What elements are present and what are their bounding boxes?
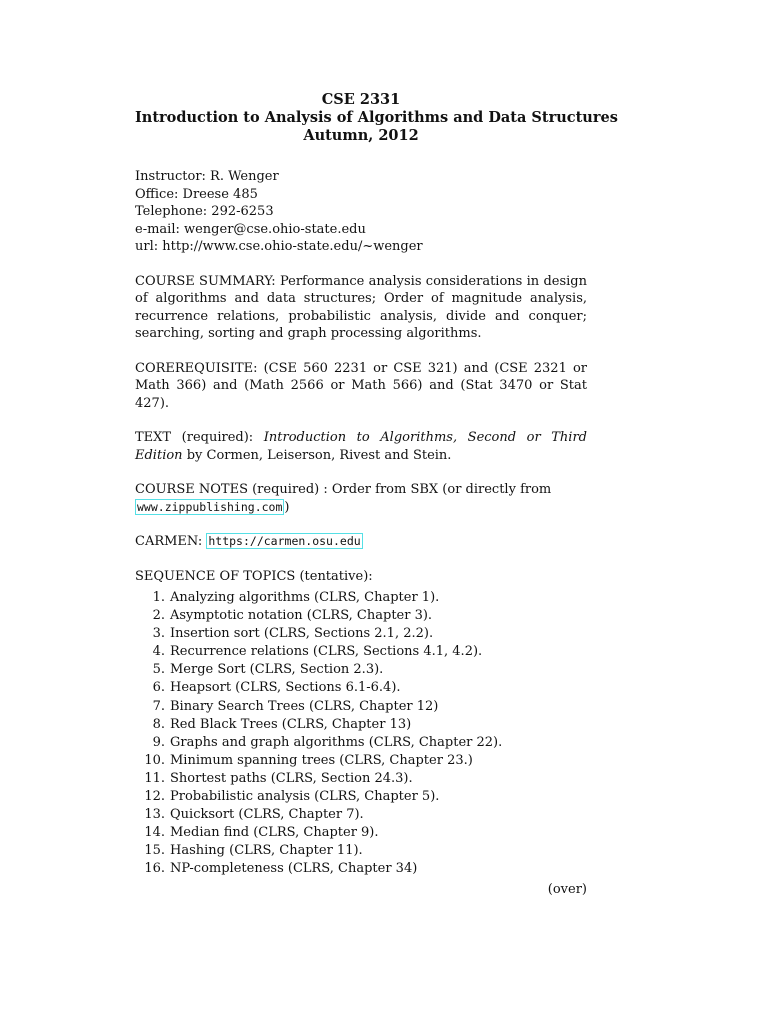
list-item-text: Graphs and graph algorithms (CLRS, Chapter 22). — [170, 734, 503, 750]
corequisite — [135, 360, 587, 413]
course-code: CSE 2331 — [321, 91, 401, 108]
list-item-number: 12. — [144, 789, 165, 805]
list-item — [135, 788, 587, 806]
course-title: Introduction to Analysis of Algorithms and Data Structures — [135, 109, 618, 126]
title-block — [135, 91, 618, 145]
course-notes — [135, 481, 587, 516]
list-item-text: Minimum spanning trees (CLRS, Chapter 23.) — [170, 752, 473, 768]
list-item-number: 9. — [152, 734, 165, 750]
list-item-text: Hashing (CLRS, Chapter 11). — [170, 843, 363, 859]
corequisite-label: COREREQUISITE: — [135, 360, 258, 376]
textbook-by: by — [186, 447, 203, 463]
list-item-number: 4. — [152, 644, 165, 660]
list-item-text: Asymptotic notation (CLRS, Chapter 3). — [170, 608, 433, 624]
telephone-line: Telephone: 292-6253 — [135, 204, 274, 219]
email-line: e-mail: wenger@cse.ohio-state.edu — [135, 221, 366, 237]
list-item-number: 13. — [144, 807, 165, 823]
course-notes-text: Order from SBX (or directly from — [331, 482, 552, 497]
list-item — [135, 842, 587, 860]
list-item-text: Quicksort (CLRS, Chapter 7). — [170, 807, 364, 823]
list-item-text: Insertion sort (CLRS, Sections 2.1, 2.2). — [170, 626, 434, 642]
topics-heading: SEQUENCE OF TOPICS (tentative): — [135, 568, 373, 584]
carmen-link[interactable]: https://carmen.osu.edu — [208, 534, 361, 548]
textbook-title: Introduction to Algorithms, Second or Third Edition — [135, 430, 588, 463]
course-term: Autumn, 2012 — [303, 127, 419, 144]
list-item-number: 1. — [152, 590, 165, 605]
list-item — [135, 625, 587, 643]
list-item-text: Merge Sort (CLRS, Section 2.3). — [170, 662, 384, 678]
course-summary-label: COURSE SUMMARY: — [135, 273, 276, 289]
list-item — [135, 752, 587, 770]
list-item — [135, 698, 587, 716]
textbook — [135, 429, 587, 464]
list-item-text: Probabilistic analysis (CLRS, Chapter 5). — [170, 789, 440, 805]
list-item-number: 10. — [144, 752, 165, 768]
list-item-number: 16. — [144, 861, 165, 877]
list-item-number: 2. — [152, 608, 165, 624]
list-item-text: Analyzing algorithms (CLRS, Chapter 1). — [170, 590, 440, 605]
corequisite-text: (CSE 560 2231 or CSE 321) and (CSE 2321 or Math 366) and (Math 2566 or Math 566) and (Stat 3470 or Stat 427). — [135, 360, 587, 411]
textbook-authors: Cormen, Leiserson, Rivest and Stein. — [206, 447, 452, 463]
course-notes-close: ) — [284, 499, 290, 515]
syllabus-page — [135, 91, 618, 879]
list-item-number: 6. — [152, 680, 165, 696]
course-notes-label: COURSE NOTES (required) : — [135, 482, 328, 497]
carmen-label: CARMEN: — [135, 534, 203, 549]
list-item-text: Heapsort (CLRS, Sections 6.1-6.4). — [170, 680, 401, 696]
list-item — [135, 716, 587, 734]
list-item — [135, 806, 587, 824]
list-item — [135, 770, 587, 788]
list-item — [135, 824, 587, 842]
instructor-info — [135, 168, 587, 256]
url-line: url: http://www.cse.ohio-state.edu/~wenger — [135, 239, 423, 254]
course-summary-text: Performance analysis considerations in design of algorithms and data structures; Order of magnitude analysis, recurrence relations, probabilistic analysis, divide and conquer; searching, sorting and graph processing algorithms. — [135, 273, 587, 341]
list-item-text: Median find (CLRS, Chapter 9). — [170, 825, 379, 841]
list-item-text: Recurrence relations (CLRS, Sections 4.1, 4.2). — [170, 644, 483, 660]
list-item-number: 7. — [152, 698, 165, 714]
list-item-text: NP-completeness (CLRS, Chapter 34) — [170, 861, 418, 877]
topics-section — [135, 568, 587, 879]
list-item-number: 11. — [144, 770, 165, 786]
carmen — [135, 533, 587, 551]
list-item-text: Binary Search Trees (CLRS, Chapter 12) — [170, 698, 439, 714]
list-item-text: Shortest paths (CLRS, Section 24.3). — [170, 770, 413, 786]
list-item — [135, 643, 587, 661]
textbook-label: TEXT (required): — [135, 430, 254, 445]
over-note: (over) — [547, 882, 587, 897]
list-item-text: Red Black Trees (CLRS, Chapter 13) — [170, 716, 412, 732]
zippublishing-link[interactable]: www.zippublishing.com — [137, 499, 283, 514]
list-item-number: 5. — [152, 662, 165, 678]
list-item-number: 15. — [144, 843, 165, 859]
list-item-number: 14. — [144, 825, 165, 841]
office-line: Office: Dreese 485 — [135, 186, 258, 202]
topics-list — [135, 589, 587, 879]
list-item — [135, 734, 587, 752]
list-item — [135, 679, 587, 697]
list-item-number: 3. — [152, 626, 165, 642]
course-summary — [135, 273, 587, 343]
list-item-number: 8. — [152, 716, 165, 732]
instructor-line: Instructor: R. Wenger — [135, 169, 279, 184]
list-item — [135, 661, 587, 679]
list-item — [135, 589, 587, 607]
list-item — [135, 607, 587, 625]
list-item — [135, 860, 587, 878]
